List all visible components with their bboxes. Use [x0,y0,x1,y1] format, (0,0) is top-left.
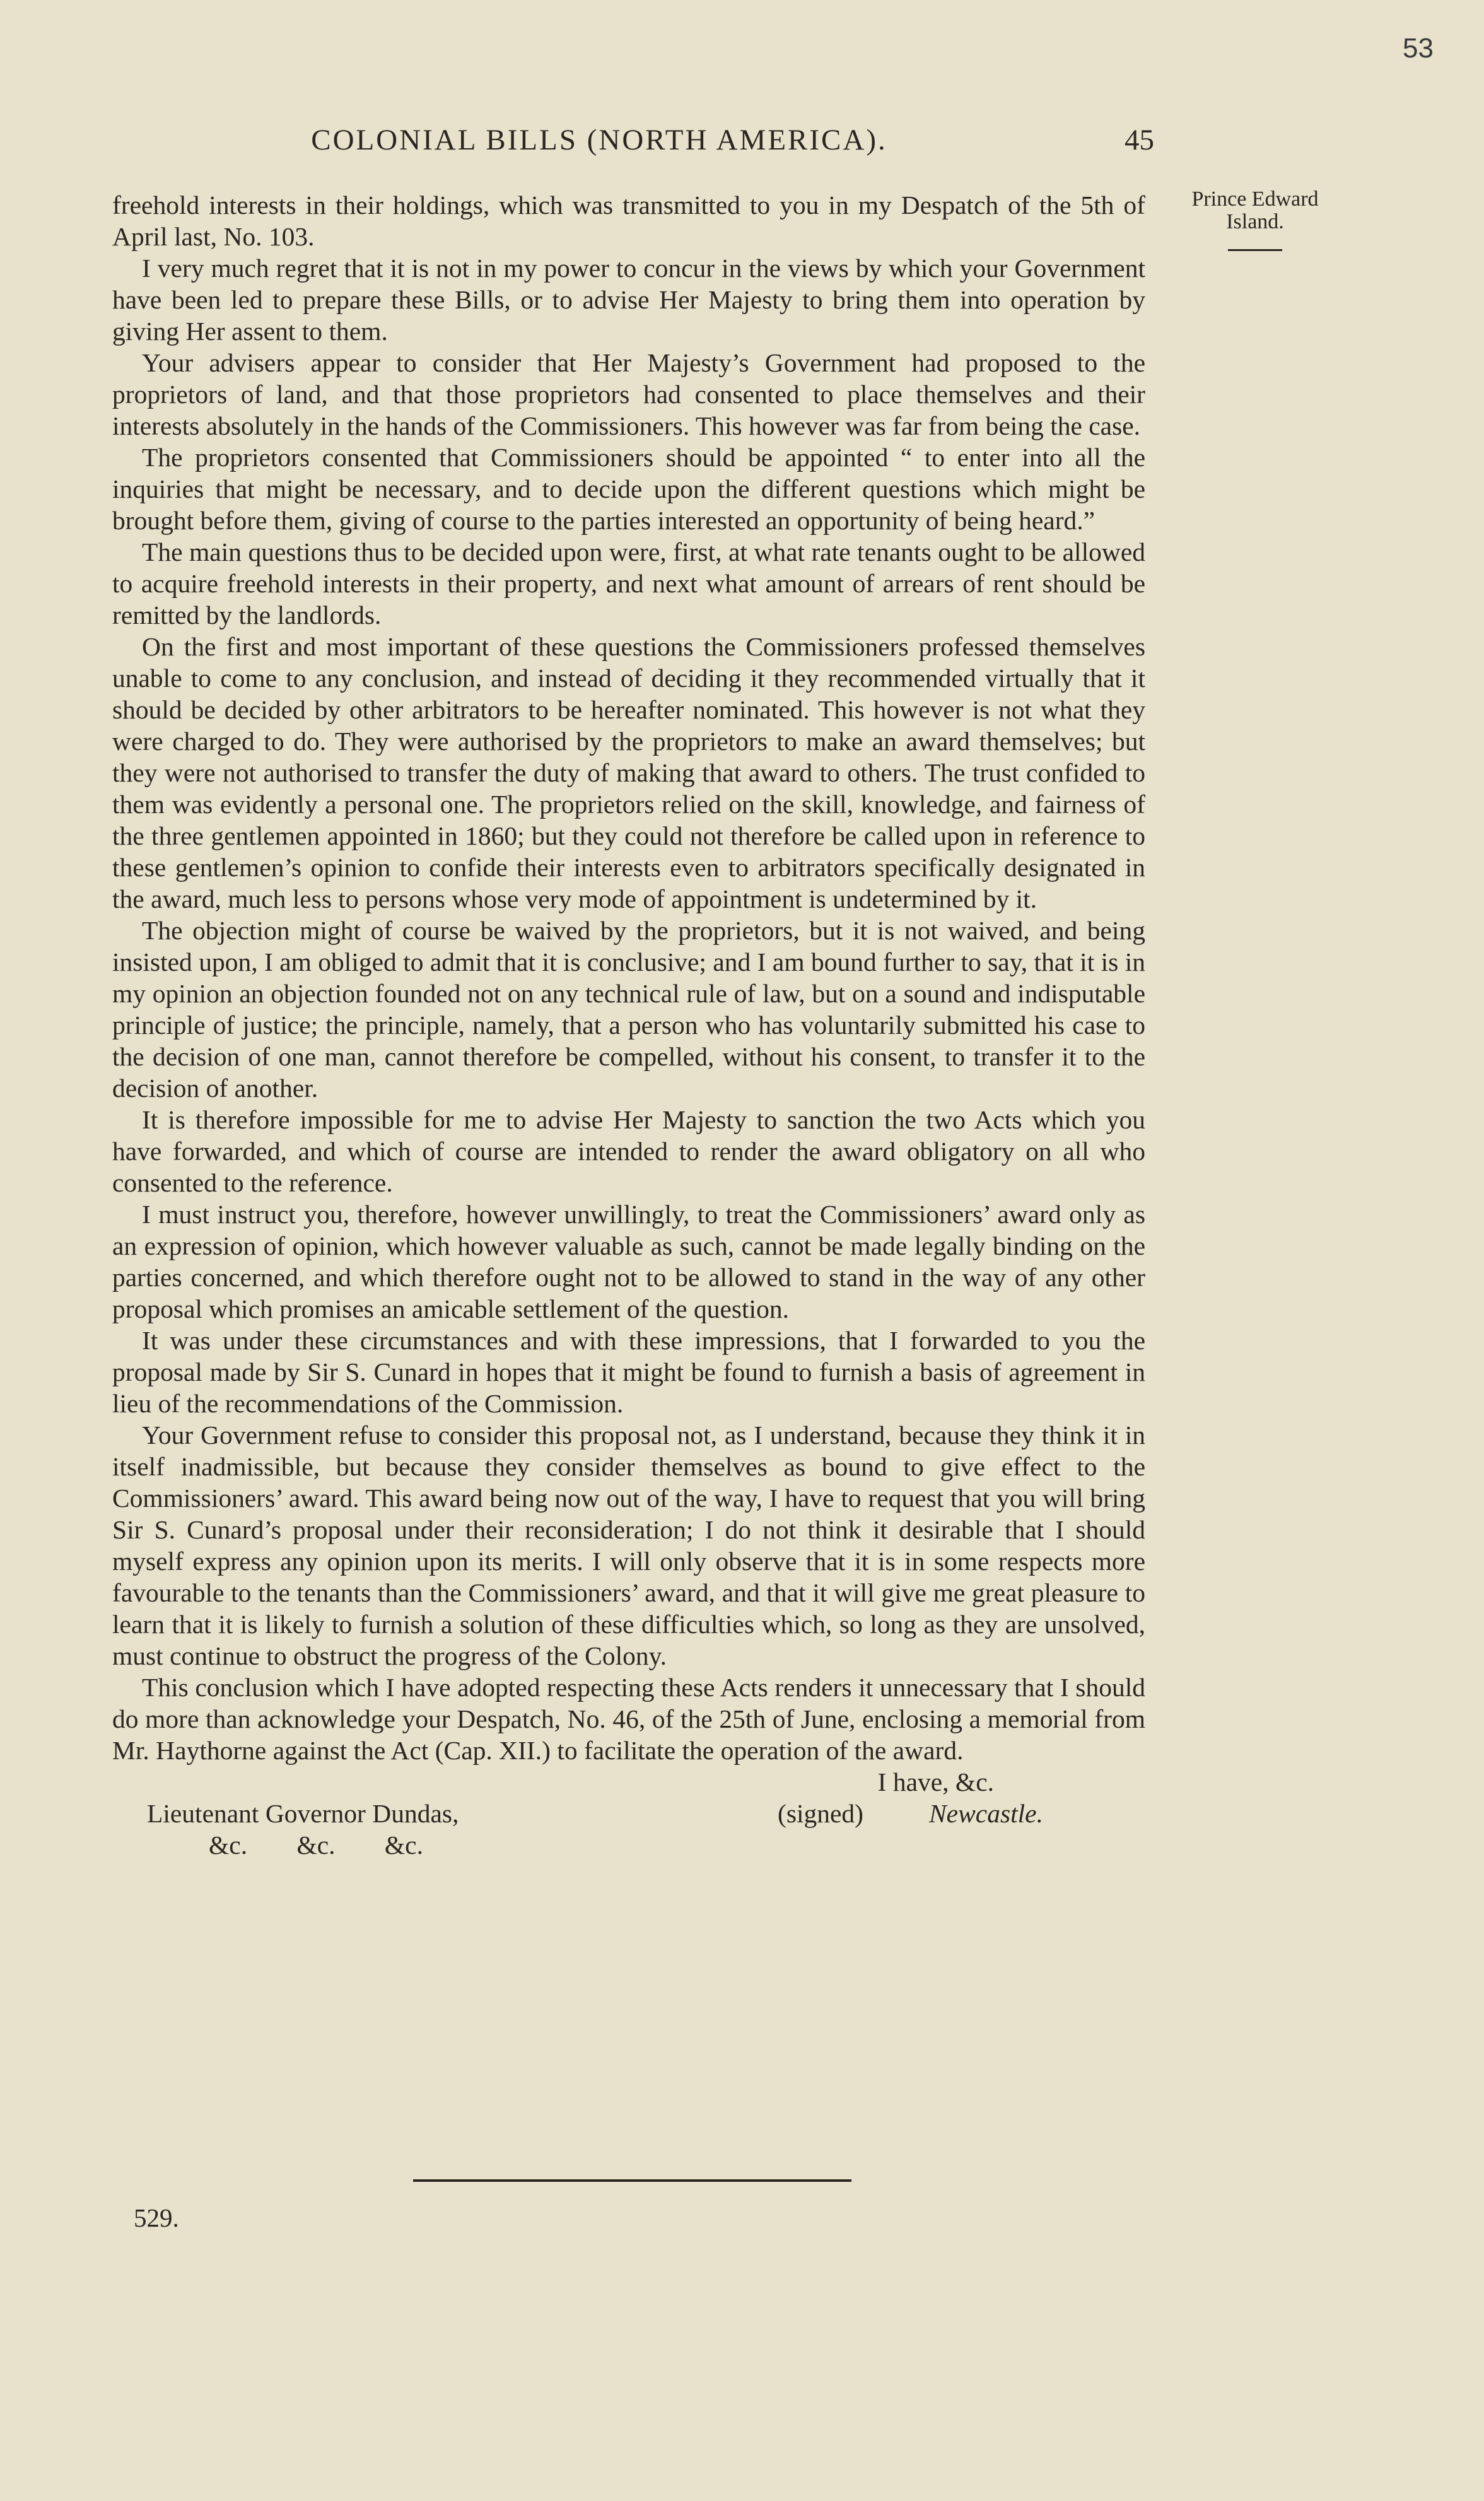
paragraph: I very much regret that it is not in my power to concur in the views by which your Government have been led to prepare these Bills, or to advise Her Majesty to bring them into operation by giving Her assent to them. [112,254,1145,346]
paragraph: This conclusion which I have adopted respecting these Acts renders it unnecessary that I should do more than acknowledge your Despatch, No. 46, of the 25th of June, enclosing a memorial from Mr. Haythorne against the Act (Cap. XII.) to facilitate the operation of the award. [112,1673,1145,1765]
etc-3: &c. [384,1830,423,1860]
running-head [107,123,1154,157]
signed-label: (signed) [778,1799,863,1828]
margin-note-rule [1228,249,1282,251]
page-number: 53 [1403,33,1434,64]
margin-note [1167,188,1343,233]
margin-note-line-2: Island. [1226,210,1284,233]
etc-row [112,1829,1145,1861]
paragraph: The objection might of course be waived by the proprietors, but it is not waived, and being insisted upon, I am obliged to admit that it is conclusive; and I am bound further to say, that it is in my opinion an objection founded not on any technical rule of law, but on a sound and indisputable principle of justice; the principle, namely, that a person who has voluntarily submitted his case to the decision of one man, cannot therefore be compelled, without his consent, to transfer it to the decision of another. [112,916,1145,1103]
paragraph: It was under these circumstances and with these impressions, that I forwarded to you the proposal made by Sir S. Cunard in hopes that it might be found to furnish a basis of agreement in lieu of the recommendations of the Commission. [112,1326,1145,1418]
paragraph: On the first and most important of these questions the Commissioners professed themselves unable to come to any conclusion, and instead of deciding it they recommended virtually that it should be decided by other arbitrators to be hereafter nominated. This however is not what they were charged to do. They were authorised by the proprietors to make an award themselves; but they were not authorised to transfer the duty of making that award to others. The trust confided to them was evidently a personal one. The proprietors relied on the skill, knowledge, and fairness of the three gentlemen appointed in 1860; but they could not therefore be called upon in reference to these gentlemen’s opinion to confide their interests even to arbitrators specifically designated in the award, much less to persons whose very mode of appointment is undetermined by it. [112,632,1145,913]
despatch-body [112,189,1145,1861]
etc-1: &c. [209,1830,248,1860]
paragraph: The proprietors consented that Commissioners should be appointed “ to enter into all the inquiries that might be necessary, and to decide upon the different questions which might be brought before them, giving of course to the parties interested an opportunity of being heard.” [112,443,1145,535]
margin-note-line-1: Prince Edward [1191,187,1319,211]
etc-2: &c. [296,1830,336,1860]
folio-number: 45 [1125,124,1154,156]
paragraph: freehold interests in their holdings, which was transmitted to you in my Despatch of the 5th of April last, No. 103. [112,190,1145,251]
paragraph: The main questions thus to be decided upon were, first, at what rate tenants ought to be allowed to acquire freehold interests in their property, and next what amount of arrears of rent should be remitted by the landlords. [112,537,1145,630]
closing-line: I have, &c. [877,1767,994,1796]
signatory: Newcastle. [929,1799,1043,1828]
signature-row [112,1798,1145,1829]
running-head-title: COLONIAL BILLS (NORTH AMERICA). [311,124,887,156]
recipient: Lieutenant Governor Dundas, [147,1799,459,1828]
paragraph: I must instruct you, therefore, however unwillingly, to treat the Commissioners’ award only as an expression of opinion, which however valuable as such, cannot be made legally binding on the parties concerned, and which therefore ought not to be allowed to stand in the way of any other proposal which promises an amicable settlement of the question. [112,1200,1145,1323]
paragraph: Your advisers appear to consider that Her Majesty’s Government had proposed to the proprietors of land, and that those proprietors had consented to place themselves and their interests absolutely in the hands of the Commissioners. This however was far from being the case. [112,348,1145,440]
paragraph: Your Government refuse to consider this proposal not, as I understand, because they think it in itself inadmissible, but because they consider themselves as bound to give effect to the Commissioners’ award. This award being now out of the way, I have to request that you will bring Sir S. Cunard’s proposal under their reconsideration; I do not think it desirable that I should myself express any opinion upon its merits. I will only observe that it is in some respects more favourable to the tenants than the Commissioners’ award, and that it will give me great pleasure to learn that it is likely to furnish a solution of these difficulties which, so long as they are unsolved, must continue to obstruct the progress of the Colony. [112,1420,1145,1670]
paragraph: It is therefore impossible for me to advise Her Majesty to sanction the two Acts which you have forwarded, and which of course are intended to render the award obligatory on all who consented to the reference. [112,1105,1145,1197]
printer-number: 529. [134,2203,179,2232]
closing-rule [413,2179,851,2182]
